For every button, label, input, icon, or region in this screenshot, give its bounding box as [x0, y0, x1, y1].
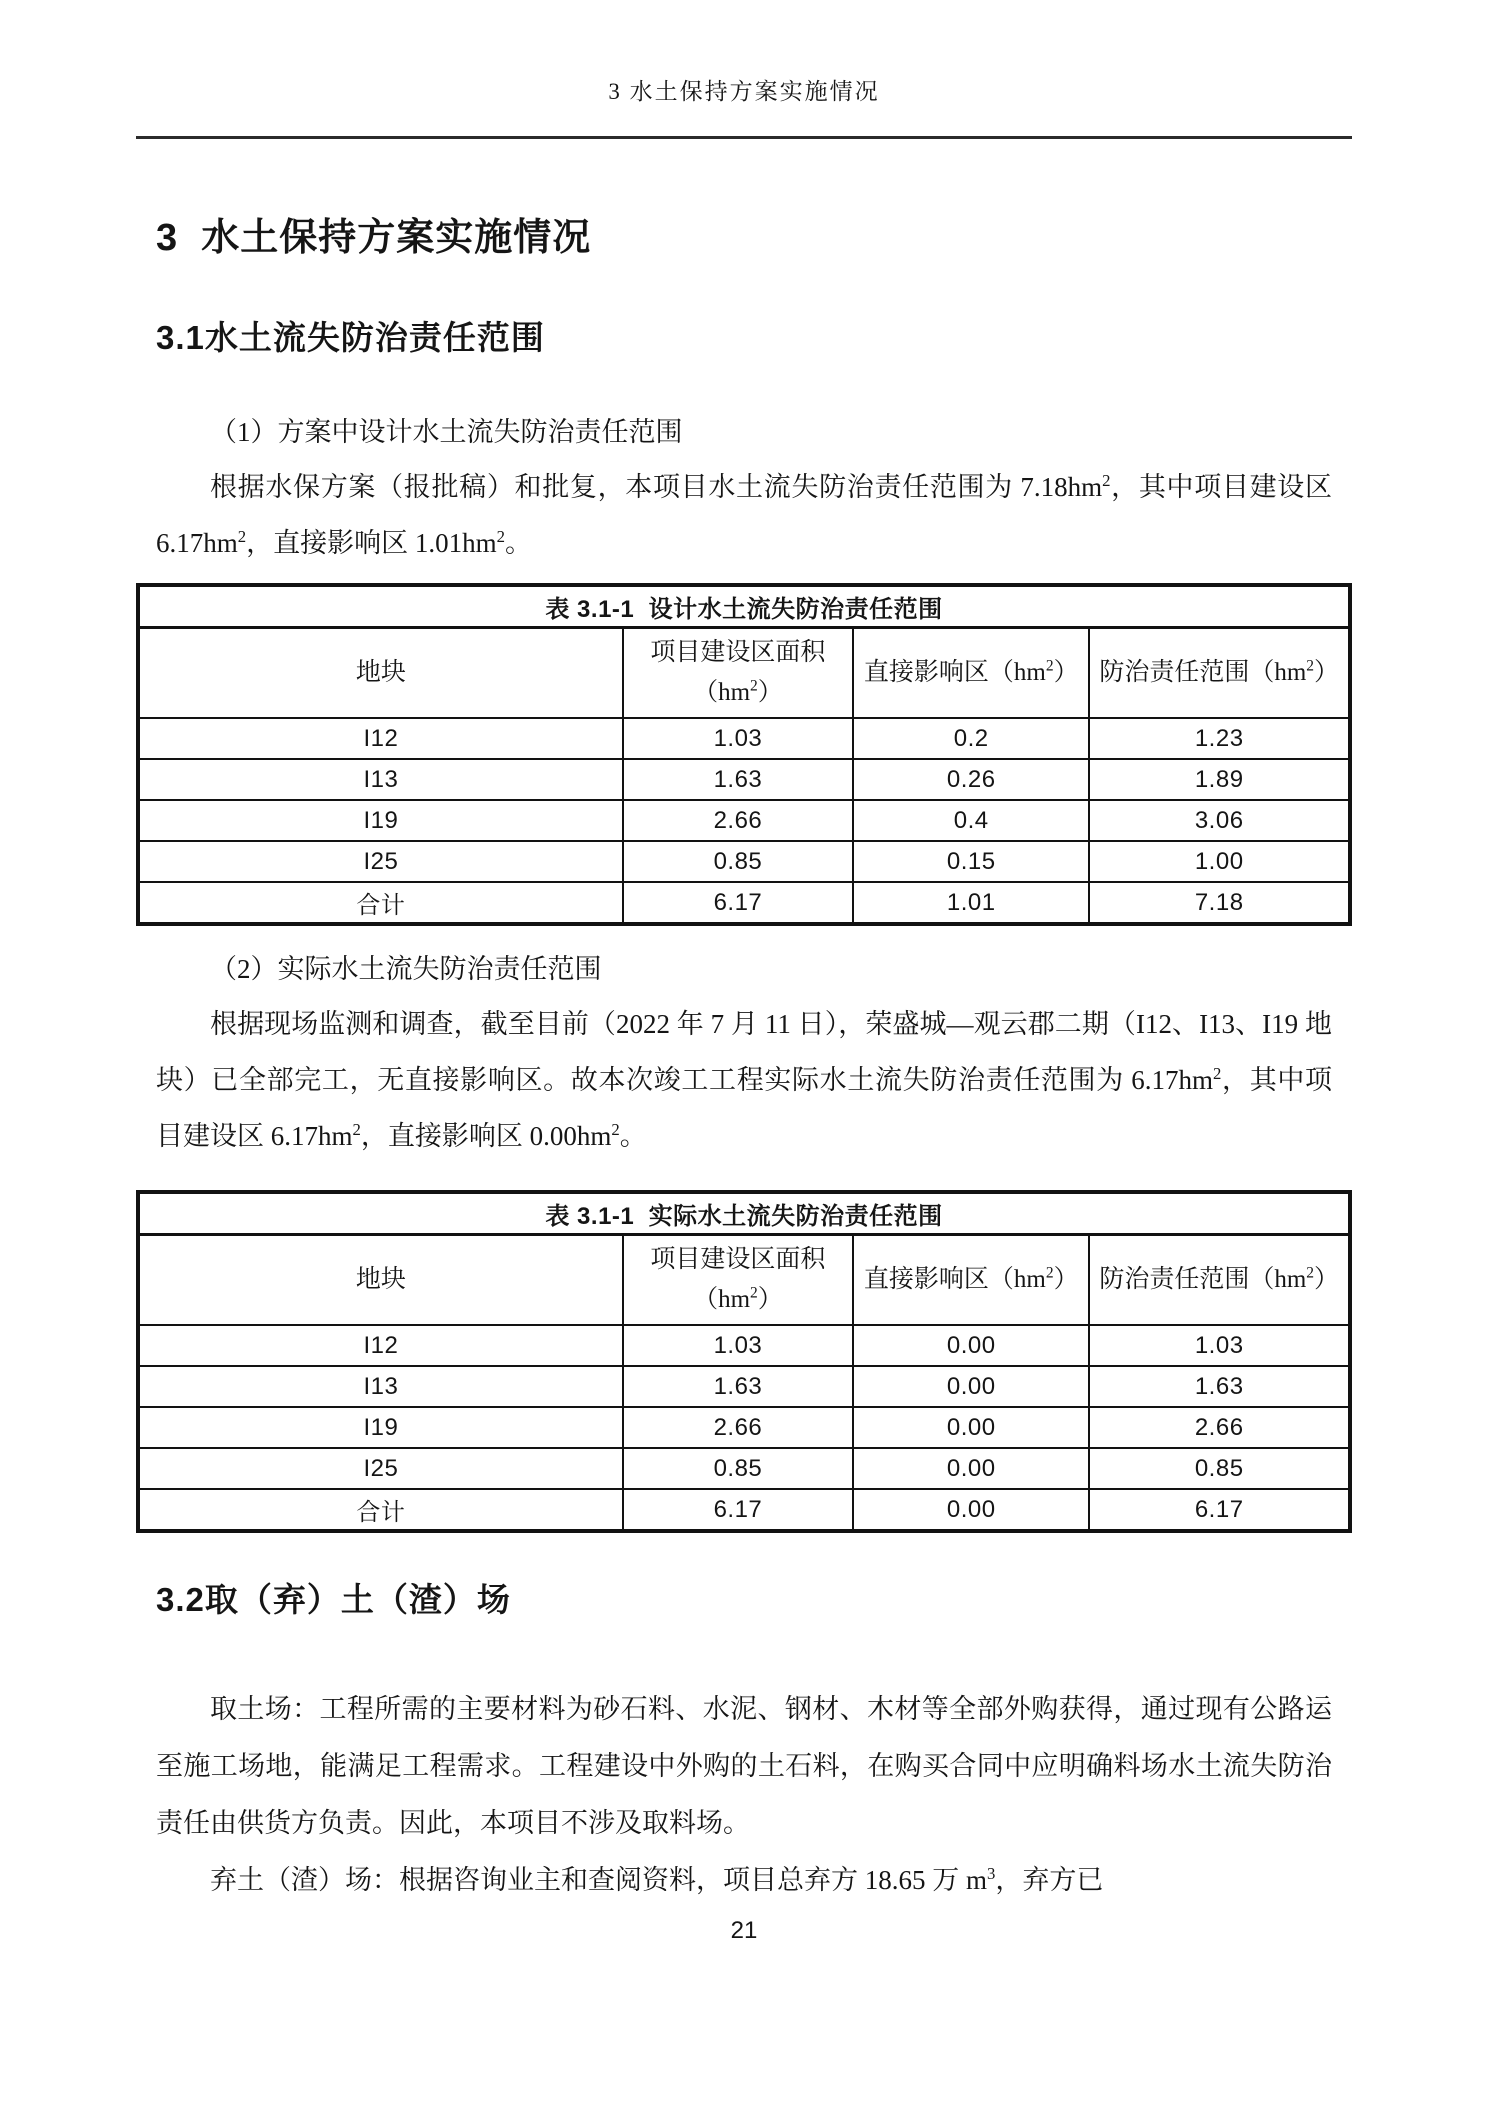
table-cell: 7.18 — [1089, 882, 1350, 924]
table-cell: 6.17 — [623, 1489, 853, 1531]
table-cell: 0.00 — [853, 1366, 1089, 1407]
running-header-text: 3 水土保持方案实施情况 — [608, 79, 880, 104]
para-text: ，直接影响区 0.00hm — [360, 1121, 612, 1151]
table-cell: I12 — [138, 1325, 623, 1366]
table-cell: 0.4 — [853, 800, 1089, 841]
superscript-2: 2 — [1306, 657, 1315, 675]
table-row — [138, 800, 1350, 841]
table-cell: 0.2 — [853, 718, 1089, 759]
table-actual-responsibility — [136, 1190, 1352, 1533]
para-text: ，弃方已 — [995, 1865, 1104, 1895]
table-cell: 3.06 — [1089, 800, 1350, 841]
table-cell: 1.63 — [623, 1366, 853, 1407]
list-item-actual-scope: （2）实际水土流失防治责任范围 — [210, 954, 602, 984]
table-row — [138, 759, 1350, 800]
col-header-responsibility-scope: 防治责任范围$(hm^2)$ — [1089, 1235, 1350, 1326]
superscript-2: 2 — [611, 1120, 620, 1139]
col-header-responsibility-scope: 防治责任范围$(hm^2)$ — [1089, 628, 1350, 719]
para-text: ，其中项目建设区 6.17hm — [156, 1065, 1333, 1151]
col-header-line1: 项目建设区面积 — [650, 639, 826, 666]
table-row — [138, 1366, 1350, 1407]
col-header-construction-area — [623, 1235, 853, 1326]
superscript-2: 2 — [1045, 657, 1054, 675]
table-row — [138, 1448, 1350, 1489]
table-cell: 0.00 — [853, 1407, 1089, 1448]
para-text: ，其中项目建设区 6.17hm — [156, 472, 1332, 558]
table-cell: 2.66 — [623, 1407, 853, 1448]
table-cell: 0.15 — [853, 841, 1089, 882]
table-total-row — [138, 882, 1350, 924]
table-cell: I25 — [138, 841, 623, 882]
table-cell: 0.00 — [853, 1489, 1089, 1531]
table-cell: I19 — [138, 1407, 623, 1448]
col-header-plot: 地块 — [138, 1235, 623, 1326]
paragraph-actual-scope — [156, 996, 1332, 1164]
col-header-line2: $(hm^2)$ — [693, 1284, 783, 1313]
table-header-row — [138, 1235, 1350, 1326]
superscript-2: 2 — [750, 677, 758, 695]
table-title: 表 3.1-1 设计水土流失防治责任范围 — [138, 585, 1350, 628]
page-number: 21 — [730, 1917, 758, 1944]
table-cell: 1.03 — [623, 718, 853, 759]
col-header-influence-area: 直接影响区$(hm^2)$ — [853, 1235, 1089, 1326]
superscript-2: 2 — [1306, 1264, 1315, 1282]
table-cell: 合计 — [138, 882, 623, 924]
superscript-2: 2 — [1213, 1064, 1222, 1083]
para-text: 根据现场监测和调查，截至目前（2022 年 7 月 11 日），荣盛城—观云郡二期（I12、I13、I19 地块）已全部完工，无直接影响区。故本次竣工工程实际水土流失防治责任范围为 6.17hm — [156, 1009, 1332, 1095]
table-cell: 1.03 — [623, 1325, 853, 1366]
running-header — [136, 78, 1352, 139]
para-text: ，直接影响区 1.01hm — [246, 528, 497, 558]
section-heading-3-1: 3.1水土流失防治责任范围 — [156, 319, 545, 356]
table-cell: I19 — [138, 800, 623, 841]
superscript-2: 2 — [352, 1120, 361, 1139]
para-text: 弃土（渣）场：根据咨询业主和查阅资料，项目总弃方 18.65 万 m — [210, 1865, 988, 1895]
table-row — [138, 841, 1350, 882]
table-cell: 0.85 — [623, 841, 853, 882]
table-row — [138, 1325, 1350, 1366]
table-title-row — [138, 1192, 1350, 1235]
table-cell: 2.66 — [1089, 1407, 1350, 1448]
col-header-influence-area: 直接影响区$(hm^2)$ — [853, 628, 1089, 719]
table-total-row — [138, 1489, 1350, 1531]
col-header-line1: 项目建设区面积 — [650, 1246, 826, 1273]
table-cell: 2.66 — [623, 800, 853, 841]
col-header-plot: 地块 — [138, 628, 623, 719]
table-cell: 1.89 — [1089, 759, 1350, 800]
table-cell: 0.00 — [853, 1325, 1089, 1366]
table-cell: I25 — [138, 1448, 623, 1489]
para-text: 。 — [505, 528, 533, 558]
table-header-row — [138, 628, 1350, 719]
table-cell: 1.63 — [1089, 1366, 1350, 1407]
para-text: 根据水保方案（报批稿）和批复，本项目水土流失防治责任范围为 7.18hm — [210, 472, 1103, 502]
superscript-3: 3 — [987, 1864, 996, 1883]
table-cell: 1.03 — [1089, 1325, 1350, 1366]
superscript-2: 2 — [237, 527, 247, 546]
superscript-2: 2 — [750, 1284, 758, 1302]
table-cell: I13 — [138, 759, 623, 800]
paragraph-borrow-area: 取土场：工程所需的主要材料为砂石料、水泥、钢材、木材等全部外购获得，通过现有公路运至施工场地，能满足工程需求。工程建设中外购的土石料，在购买合同中应明确料场水土流失防治责任由供货方负责。因此，本项目不涉及取料场。 — [156, 1694, 1332, 1838]
table-row — [138, 718, 1350, 759]
table-cell: 0.85 — [1089, 1448, 1350, 1489]
table-row — [138, 1407, 1350, 1448]
table-cell: 1.23 — [1089, 718, 1350, 759]
chapter-heading: 3 水土保持方案实施情况 — [156, 217, 592, 259]
table-cell: 1.00 — [1089, 841, 1350, 882]
table-cell: 1.63 — [623, 759, 853, 800]
superscript-2: 2 — [1045, 1264, 1054, 1282]
table-title-row — [138, 585, 1350, 628]
col-header-construction-area — [623, 628, 853, 719]
paragraph-spoil-area — [156, 1852, 1332, 1909]
table-design-responsibility — [136, 583, 1352, 926]
table-cell: I13 — [138, 1366, 623, 1407]
list-item-design-scope: （1）方案中设计水土流失防治责任范围 — [210, 417, 683, 447]
para-text: 。 — [619, 1121, 647, 1151]
table-cell: 0.00 — [853, 1448, 1089, 1489]
table-title: 表 3.1-1 实际水土流失防治责任范围 — [138, 1192, 1350, 1235]
section-heading-3-2: 3.2取（弃）土（渣）场 — [156, 1581, 511, 1618]
table-cell: 0.26 — [853, 759, 1089, 800]
table-cell: 6.17 — [623, 882, 853, 924]
paragraph-design-scope — [156, 459, 1332, 571]
table-cell: 6.17 — [1089, 1489, 1350, 1531]
table-cell: 1.01 — [853, 882, 1089, 924]
col-header-line2: $(hm^2)$ — [693, 677, 783, 706]
table-cell: 合计 — [138, 1489, 623, 1531]
superscript-2: 2 — [496, 527, 506, 546]
table-cell: I12 — [138, 718, 623, 759]
table-cell: 0.85 — [623, 1448, 853, 1489]
superscript-2: 2 — [1102, 471, 1111, 490]
